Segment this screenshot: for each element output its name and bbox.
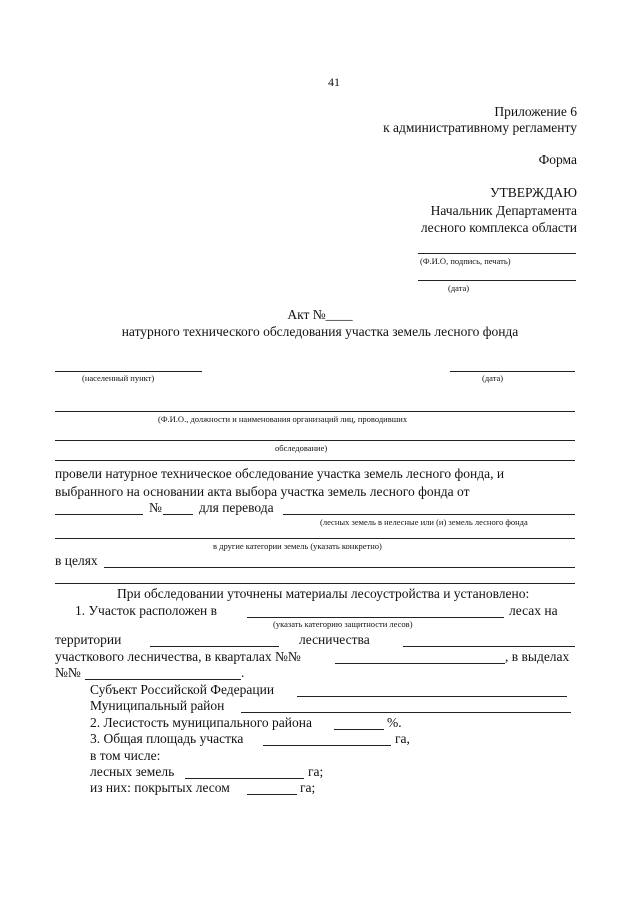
caption-lands: (лесных земель в нелесные или (и) земель лесного фонда [320,517,528,527]
signature-line [418,253,576,254]
fio-caption: (Ф.И.О, подпись, печать) [420,256,511,266]
p1-line2: выбранного на основании акта выбора участка земель лесного фонда от [55,484,470,499]
act-subtitle: натурного технического обследования участка земель лесного фонда [121,324,519,339]
categories-line [55,538,575,539]
forest-lands-label: лесных земель [90,764,175,779]
item1-start: 1. Участок расположен в [75,603,218,618]
p1-for: для перевода [199,500,274,515]
total-area-line [263,745,391,746]
place-line [55,371,202,372]
covered-line [247,794,297,795]
caption-category: (указать категорию защитности лесов) [273,619,413,629]
persons-line-2 [55,440,575,441]
place-date-line [450,371,575,372]
quarters-line [335,663,505,664]
including-label: в том числе: [90,748,161,763]
territory-line [150,646,279,647]
act-title: Акт №____ [287,307,353,322]
item1-end: лесах на [509,603,558,618]
act-number-line [163,514,193,515]
approve-date-caption: (дата) [448,283,470,293]
covered-label: из них: покрытых лесом [90,780,230,795]
purpose-label: в целях [55,553,98,568]
transfer-line [283,514,575,515]
subdivisions-label: , в выделах [505,649,570,664]
ha-comma: га, [395,731,410,746]
forest-lands-line [185,778,304,779]
position-line2: лесного комплекса области [420,220,577,235]
persons-caption-1: (Ф.И.О., должности и наименования организаций лиц, проводивших [158,414,408,424]
forest-lands-ha: га; [308,764,324,779]
p1-no: № [149,500,162,515]
municipal-line [241,712,571,713]
persons-line-1 [55,411,575,412]
persons-caption-2: обследование) [275,443,328,453]
regulation-label: к административному регламенту [383,120,577,135]
caption-categories: в другие категории земель (указать конкретно) [213,541,382,551]
persons-line-3 [55,460,575,461]
place-date-caption: (дата) [482,373,504,383]
forestry-line [403,646,575,647]
item2-label: 2. Лесистость муниципального района [90,715,312,730]
forest-cover-line [334,729,384,730]
form-label: Форма [538,152,577,167]
nn-label: №№ [55,665,81,680]
page-number: 41 [328,75,340,89]
subdivisions-line [85,679,241,680]
p1-line1: провели натурное техническое обследование участка земель лесного фонда, и [55,466,505,481]
position-line1: Начальник Департамента [430,203,577,218]
forestry-label: лесничества [299,632,370,647]
subject-label: Субъект Российской Федерации [90,682,275,697]
subject-line [297,696,567,697]
nn-period: . [241,665,245,680]
survey-intro: При обследовании уточнены материалы лесоустройства и установлено: [117,586,530,601]
municipal-label: Муниципальный район [90,698,225,713]
purpose-line-2 [55,583,575,584]
act-date-line [55,514,143,515]
approve-date-line [418,280,576,281]
district-forestry-label: участкового лесничества, в кварталах №№ [55,649,301,664]
territory-label: территории [55,632,122,647]
place-caption: (населенный пункт) [82,373,155,383]
appendix-label: Приложение 6 [494,104,577,119]
covered-ha: га; [300,780,316,795]
percent-label: %. [387,715,402,730]
purpose-line-1 [104,567,575,568]
item1-category-line [247,617,504,618]
item3-label: 3. Общая площадь участка [90,731,244,746]
approve-label: УТВЕРЖДАЮ [489,185,577,200]
